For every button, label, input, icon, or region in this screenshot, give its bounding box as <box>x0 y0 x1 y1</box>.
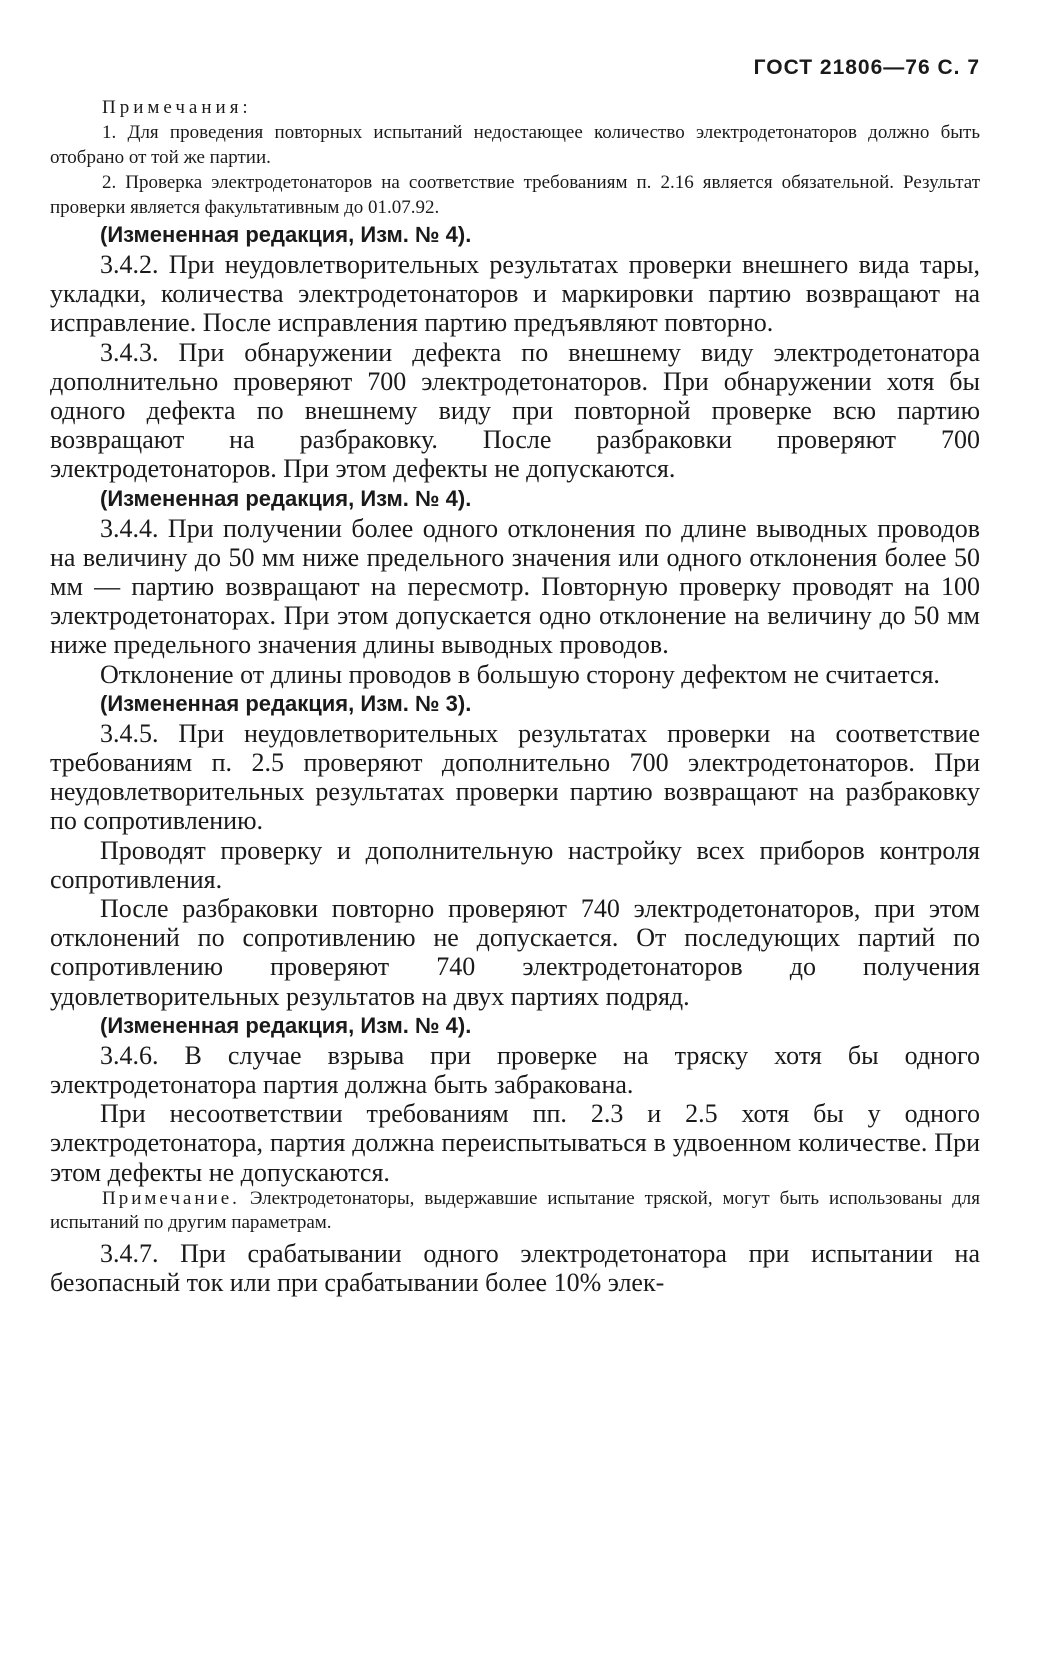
notes-title: Примечания: <box>102 97 252 118</box>
paragraph-3-4-7: 3.4.7. При срабатывании одного электродетонатора при испытании на безопасный ток или при срабатывании более 10% элек- <box>50 1238 980 1298</box>
inline-note-text: Электродетонаторы, выдержавшие испытание тряской, могут быть использованы для испытаний по другим параметрам. <box>50 1187 981 1233</box>
paragraph-3-4-5: 3.4.5. При неудовлетворительных результатах проверки на соответствие требованиям п. 2.5 проверяют дополнительно 700 электродетонаторов. При неудовлетворительных результатах проверки партию возвращают на разбраковку по сопротивлению. <box>50 718 980 836</box>
paragraph-3-4-2: 3.4.2. При неудовлетворительных результатах проверки внешнего вида тары, укладки, количества электродетонаторов и маркировки партию возвращают на исправление. После исправления партию предъявляют повторно. <box>50 250 980 338</box>
paragraph-3-4-4-continued: Отклонение от длины проводов в большую сторону дефектом не считается. <box>100 659 940 689</box>
inline-note-label: Примечание. <box>102 1187 240 1209</box>
amendment-note: (Измененная редакция, Изм. № 4). <box>100 485 472 511</box>
note-item-2: 2. Проверка электродетонаторов на соответствие требованиям п. 2.16 является обязательной. Результат проверки является факультативным до 01.07.92. <box>50 172 980 218</box>
page-header: ГОСТ 21806—76 С. 7 <box>753 56 980 79</box>
amendment-note: (Измененная редакция, Изм. № 4). <box>100 1012 472 1038</box>
inline-note <box>50 1187 980 1235</box>
paragraph-3-4-5-continued: Проводят проверку и дополнительную настройку всех приборов контроля сопротивления. <box>50 835 980 894</box>
paragraph-3-4-6: 3.4.6. В случае взрыва при проверке на тряску хотя бы одного электродетонатора партия должна быть забракована. <box>50 1040 980 1100</box>
paragraph-3-4-6-continued: При несоответствии требованиям пп. 2.3 и 2.5 хотя бы у одного электродетонатора, партия должна переиспытываться в удвоенном количестве. При этом дефекты не допускаются. <box>50 1099 980 1187</box>
document-page <box>50 48 980 1297</box>
paragraph-3-4-3: 3.4.3. При обнаружении дефекта по внешнему виду электродетонатора дополнительно проверяют 700 электродетонаторов. При обнаружении хотя бы одного дефекта по внешнему виду при повторной проверке всю партию возвращают на разбраковку. После разбраковки проверяют 700 электродетонаторов. При этом дефекты не допускаются. <box>50 337 980 484</box>
note-item-1: 1. Для проведения повторных испытаний недостающее количество электродетонаторов должно быть отобрано от той же партии. <box>50 122 980 168</box>
paragraph-3-4-5-continued: После разбраковки повторно проверяют 740 электродетонаторов, при этом отклонений по сопротивлению не допускается. От последующих партий по сопротивлению проверяют 740 электродетонаторов до получения удовлетворительных результатов на двух партиях подряд. <box>50 894 980 1011</box>
amendment-note: (Измененная редакция, Изм. № 3). <box>100 690 472 716</box>
amendment-note: (Измененная редакция, Изм. № 4). <box>100 222 472 247</box>
paragraph-3-4-4: 3.4.4. При получении более одного отклонения по длине выводных проводов на величину до 50 мм ниже предельного значения или одного отклонения более 50 мм — партию возвращают на пересмотр. Повторную проверку проводят на 100 электродетонаторах. При этом допускается одно отклонение на величину до 50 мм ниже предельного значения длины выводных проводов. <box>50 513 980 660</box>
